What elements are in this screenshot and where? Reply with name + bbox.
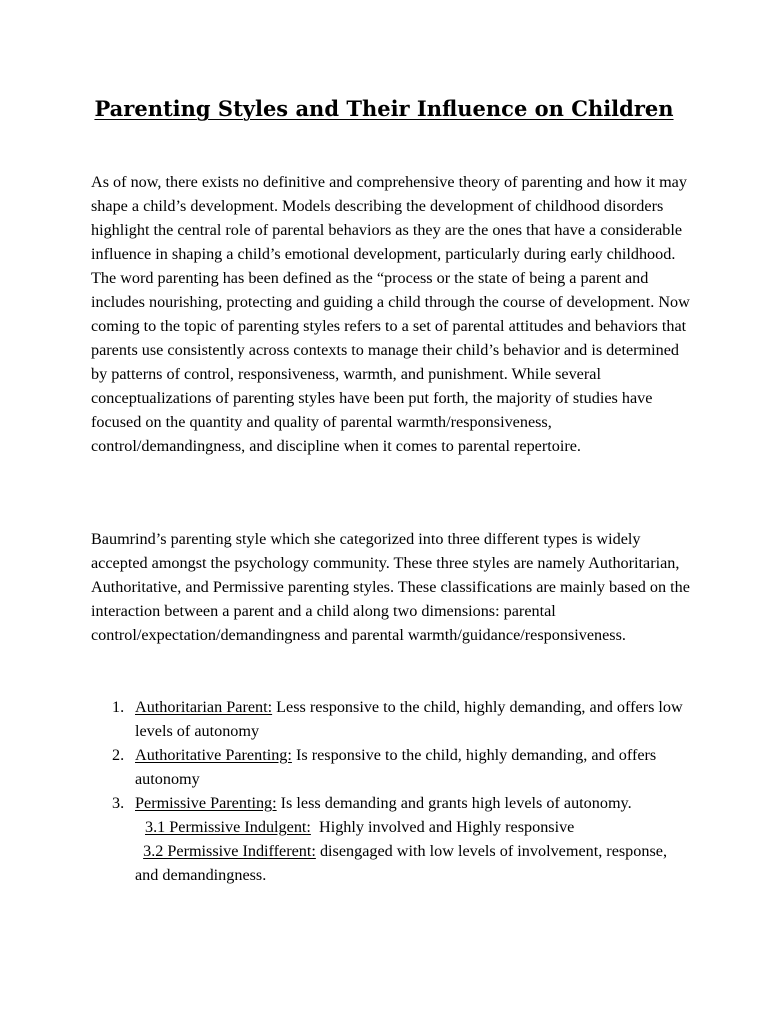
list-item xyxy=(91,791,691,887)
sublist-term: 3.2 Permissive Indifferent: xyxy=(143,842,316,860)
list-term: Permissive Parenting: xyxy=(135,794,277,812)
list-number: 3. xyxy=(112,794,125,812)
list-text: Is responsive to the child, highly demanding, and offers autonomy xyxy=(135,746,657,788)
list-item xyxy=(91,695,691,743)
sublist-text: Highly involved and Highly responsive xyxy=(310,818,575,836)
list-number: 1. xyxy=(112,698,125,716)
sublist-term: 3.1 Permissive Indulgent: xyxy=(145,818,311,836)
sublist-item xyxy=(135,815,691,839)
parenting-styles-list xyxy=(91,695,691,887)
list-text: Less responsive to the child, highly demanding, and offers low levels of autonomy xyxy=(135,698,683,740)
baumrind-paragraph: Baumrind’s parenting style which she categorized into three different types is widely accepted amongst the psychology community. These three styles are namely Authoritarian, Authoritative, and Permissive parenting styles. These classifications are mainly based on the interaction between a parent and a child along two dimensions: parental control/expectation/demandingness and parental warmth/guidance/responsiveness. xyxy=(91,530,690,644)
list-text: Is less demanding and grants high levels of autonomy. xyxy=(276,794,632,812)
sublist-item xyxy=(135,839,691,887)
document-title: Parenting Styles and Their Influence on Children xyxy=(94,96,674,121)
list-number: 2. xyxy=(112,746,125,764)
list-term: Authoritarian Parent: xyxy=(135,698,273,716)
sublist-text: disengaged with low levels of involvement, response, and demandingness. xyxy=(135,842,667,884)
intro-paragraph: As of now, there exists no definitive and comprehensive theory of parenting and how it may shape a child’s development. Models describing the development of childhood disorders highlight the central role of parental behaviors as they are the ones that have a considerable influence in shaping a child’s emotional development, particularly during early childhood. The word parenting has been defined as the “process or the state of being a parent and includes nourishing, protecting and guiding a child through the course of development. Now coming to the topic of parenting styles refers to a set of parental attitudes and behaviors that parents use consistently across contexts to manage their child’s behavior and is determined by patterns of control, responsiveness, warmth, and punishment. While several conceptualizations of parenting styles have been put forth, the majority of studies have focused on the quantity and quality of parental warmth/responsiveness, control/demandingness, and discipline when it comes to parental repertoire. xyxy=(91,173,690,455)
list-term: Authoritative Parenting: xyxy=(135,746,292,764)
list-item xyxy=(91,743,691,791)
